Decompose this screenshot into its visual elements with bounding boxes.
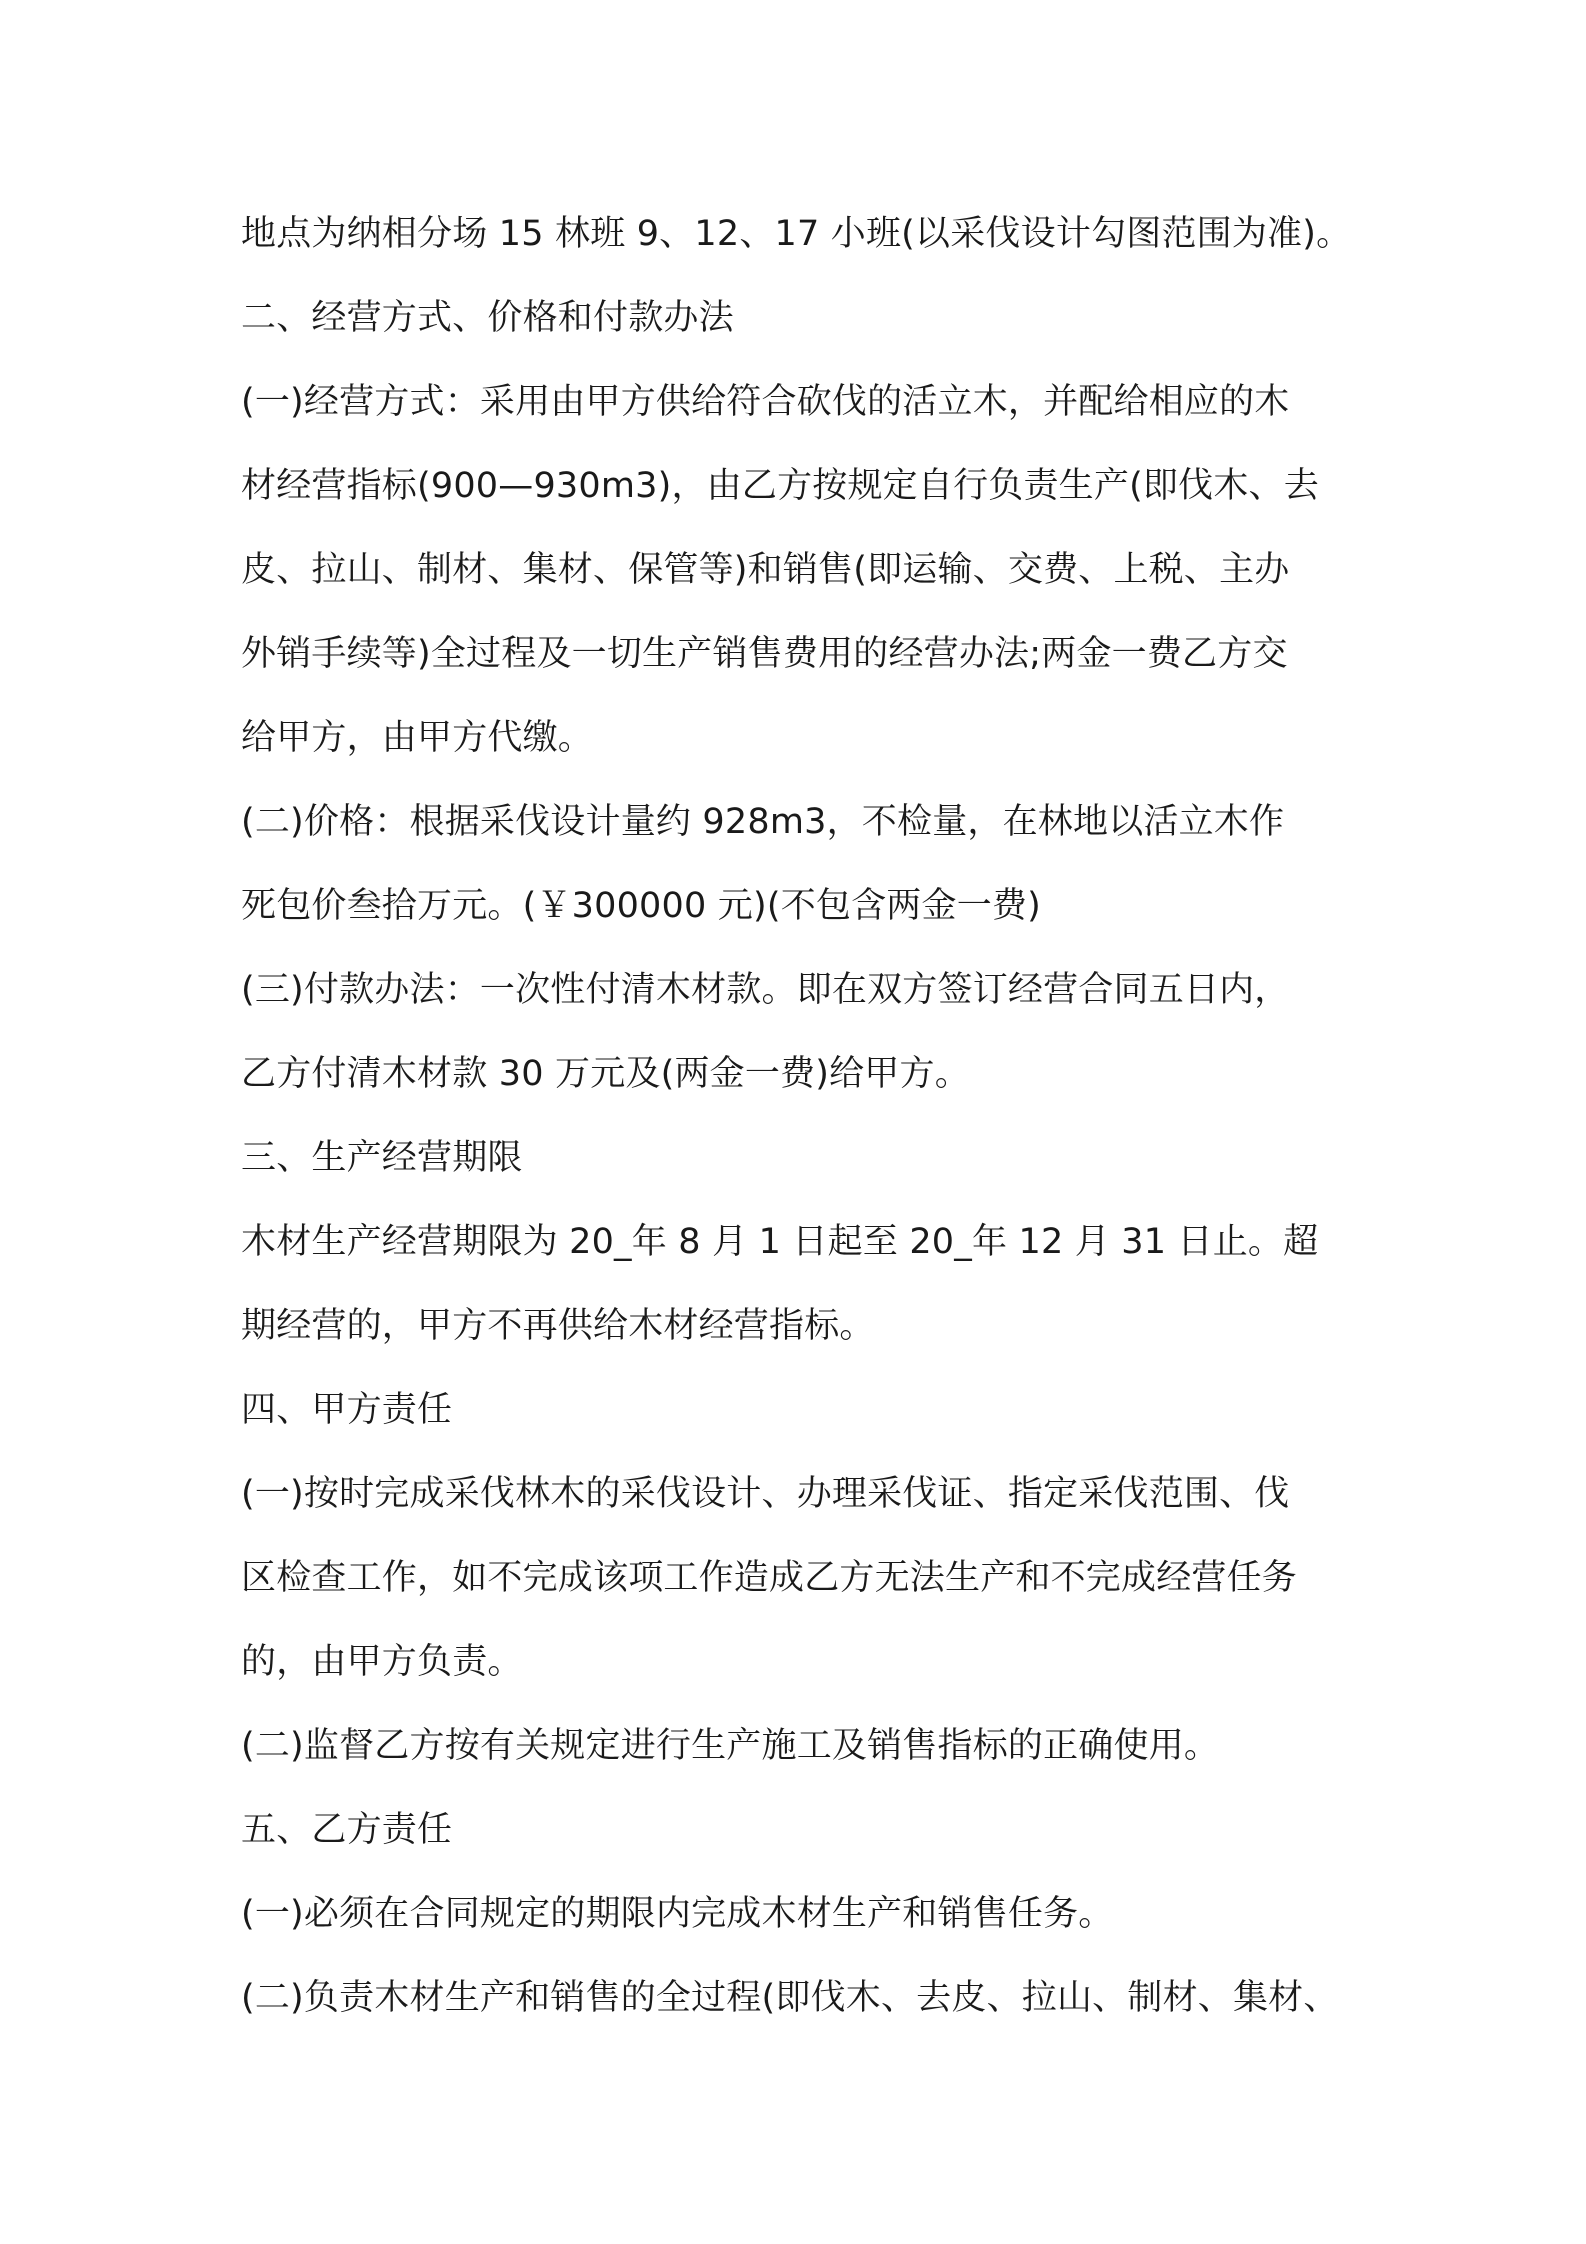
text-line: 乙方付清木材款 30 万元及(两金一费)给甲方。 [241,1054,970,1094]
text-line: (二)负责木材生产和销售的全过程(即伐木、去皮、拉山、制材、集材、 [241,1978,1339,2018]
text-line: (一)经营方式：采用由甲方供给符合砍伐的活立木，并配给相应的木 [241,382,1290,422]
text-line: 死包价叁拾万元。(￥300000 元)(不包含两金一费) [241,886,1041,926]
section-heading: 五、乙方责任 [241,1810,453,1850]
text-line: 皮、拉山、制材、集材、保管等)和销售(即运输、交费、上税、主办 [241,550,1290,590]
text-line: 的，由甲方负责。 [241,1642,523,1682]
text-line: 期经营的，甲方不再供给木材经营指标。 [241,1306,875,1346]
text-line: 给甲方，由甲方代缴。 [241,718,594,758]
text-line: 区检查工作，如不完成该项工作造成乙方无法生产和不完成经营任务 [241,1558,1298,1598]
text-line: (一)按时完成采伐林木的采伐设计、办理采伐证、指定采伐范围、伐 [241,1474,1290,1514]
text-line: 材经营指标(900—930m3)，由乙方按规定自行负责生产(即伐木、去 [241,466,1319,506]
text-line: (一)必须在合同规定的期限内完成木材生产和销售任务。 [241,1894,1114,1934]
text-line: (三)付款办法：一次性付清木材款。即在双方签订经营合同五日内， [241,970,1290,1010]
text-line: (二)监督乙方按有关规定进行生产施工及销售指标的正确使用。 [241,1726,1220,1766]
text-line: 地点为纳相分场 15 林班 9、12、17 小班(以采伐设计勾图范围为准)。 [241,214,1352,254]
text-line: 木材生产经营期限为 20_年 8 月 1 日起至 20_年 12 月 31 日止。超 [241,1222,1319,1262]
text-line: 外销手续等)全过程及一切生产销售费用的经营办法;两金一费乙方交 [241,634,1288,674]
document-body [241,192,1361,2040]
section-heading: 三、生产经营期限 [241,1138,523,1178]
text-line: (二)价格：根据采伐设计量约 928m3，不检量，在林地以活立木作 [241,802,1285,842]
section-heading: 四、甲方责任 [241,1390,453,1430]
section-heading: 二、经营方式、价格和付款办法 [241,298,734,338]
